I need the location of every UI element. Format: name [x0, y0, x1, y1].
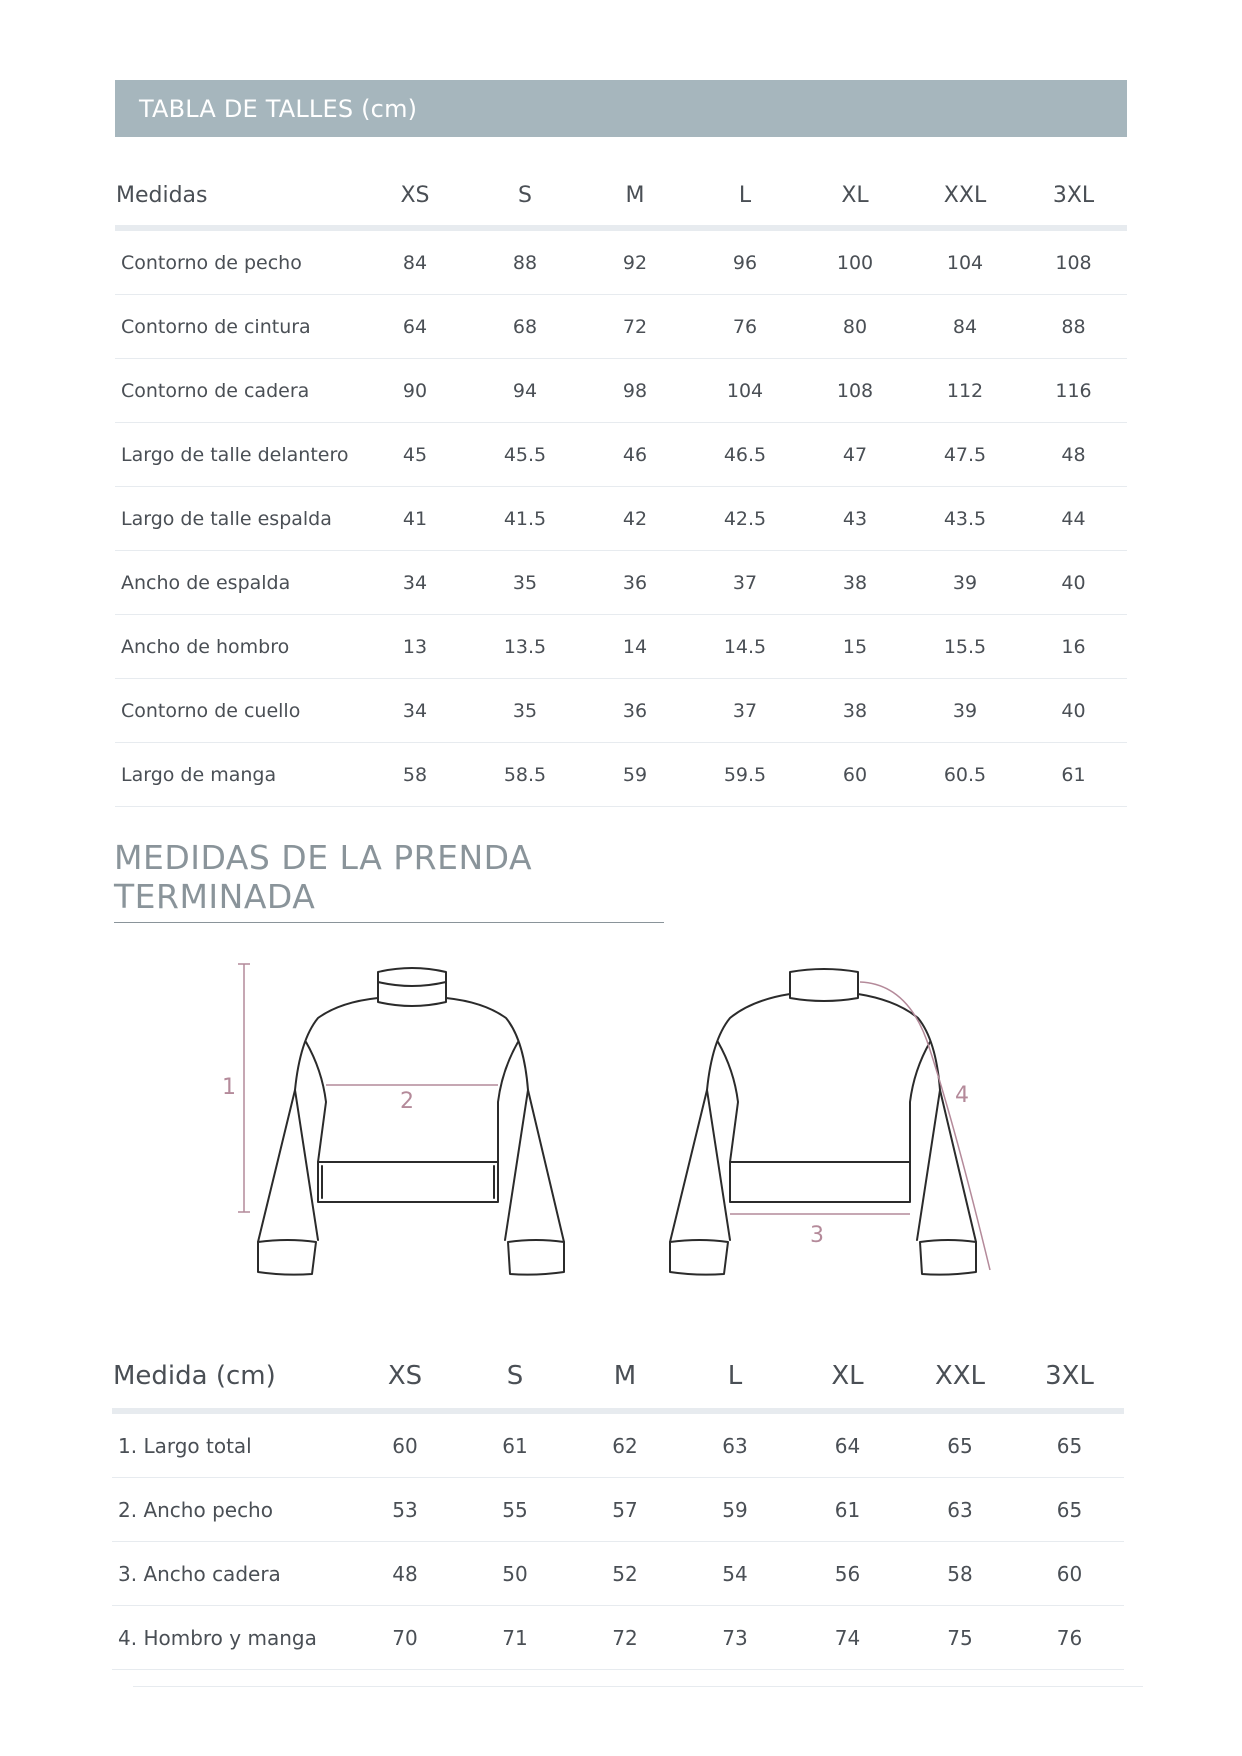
size-table-cell: 72 — [580, 295, 690, 359]
finished-table-cell: 76 — [1015, 1606, 1124, 1670]
measure-line-4 — [860, 982, 990, 1270]
size-table-cell: 39 — [910, 551, 1020, 615]
size-table-cell: 38 — [800, 551, 910, 615]
size-table-cell: 36 — [580, 551, 690, 615]
finished-table-row-label: 1. Largo total — [112, 1411, 350, 1478]
size-table-cell: 60.5 — [910, 743, 1020, 807]
finished-table-cell: 48 — [350, 1542, 460, 1606]
finished-table-row — [112, 1542, 1124, 1606]
finished-table-cell: 65 — [905, 1411, 1015, 1478]
size-table-cell: 116 — [1020, 359, 1127, 423]
finished-table-row-label: 3. Ancho cadera — [112, 1542, 350, 1606]
page-title: TABLA DE TALLES (cm) — [139, 94, 418, 123]
finished-table-row — [112, 1606, 1124, 1670]
size-table-cell: 112 — [910, 359, 1020, 423]
size-table-cell: 37 — [690, 551, 800, 615]
finished-table-cell: 65 — [1015, 1478, 1124, 1542]
size-table-cell: 68 — [470, 295, 580, 359]
size-table-cell: 96 — [690, 228, 800, 295]
size-table-cell: 40 — [1020, 679, 1127, 743]
finished-table-cell: 60 — [1015, 1542, 1124, 1606]
measure-label-1: 1 — [222, 1075, 236, 1100]
finished-table-row-label: 2. Ancho pecho — [112, 1478, 350, 1542]
size-table-row — [115, 551, 1127, 615]
size-table-cell: 58 — [360, 743, 470, 807]
size-table-cell: 41.5 — [470, 487, 580, 551]
size-table-cell: 64 — [360, 295, 470, 359]
size-table-row-label: Contorno de cuello — [115, 679, 360, 743]
size-table-cell: 13 — [360, 615, 470, 679]
size-table-row-label: Largo de talle espalda — [115, 487, 360, 551]
finished-table-cell: 63 — [905, 1478, 1015, 1542]
size-table-cell: 41 — [360, 487, 470, 551]
size-table-cell: 43 — [800, 487, 910, 551]
finished-table-header-size: 3XL — [1015, 1344, 1124, 1411]
finished-table-cell: 62 — [570, 1411, 680, 1478]
size-table-cell: 38 — [800, 679, 910, 743]
measure-label-4: 4 — [955, 1083, 969, 1108]
size-table-header-label: Medidas — [115, 166, 360, 228]
finished-table-header-size: XXL — [905, 1344, 1015, 1411]
finished-table-cell: 54 — [680, 1542, 790, 1606]
size-table-row — [115, 615, 1127, 679]
size-table-cell: 34 — [360, 679, 470, 743]
size-table-row-label: Ancho de espalda — [115, 551, 360, 615]
size-table-cell: 13.5 — [470, 615, 580, 679]
size-table-header-size: XXL — [910, 166, 1020, 228]
size-table-cell: 108 — [800, 359, 910, 423]
size-table-cell: 59.5 — [690, 743, 800, 807]
finished-table-header-size: XS — [350, 1344, 460, 1411]
size-table-cell: 45.5 — [470, 423, 580, 487]
size-table-cell: 104 — [910, 228, 1020, 295]
size-table-cell: 35 — [470, 551, 580, 615]
size-table-cell: 59 — [580, 743, 690, 807]
size-table-cell: 14 — [580, 615, 690, 679]
size-table-cell: 45 — [360, 423, 470, 487]
finished-table-cell: 59 — [680, 1478, 790, 1542]
size-table-header-size: XL — [800, 166, 910, 228]
finished-table-cell: 56 — [790, 1542, 905, 1606]
size-table-cell: 84 — [910, 295, 1020, 359]
measure-label-2: 2 — [400, 1089, 414, 1114]
finished-table-cell: 71 — [460, 1606, 570, 1670]
size-table-cell: 39 — [910, 679, 1020, 743]
footer-rule — [133, 1686, 1143, 1687]
size-table-cell: 94 — [470, 359, 580, 423]
size-table-cell: 76 — [690, 295, 800, 359]
size-table-cell: 16 — [1020, 615, 1127, 679]
front-view-sweater — [258, 968, 564, 1275]
size-table-row — [115, 679, 1127, 743]
finished-table-cell: 63 — [680, 1411, 790, 1478]
finished-table-cell: 73 — [680, 1606, 790, 1670]
size-table-cell: 100 — [800, 228, 910, 295]
finished-table-cell: 53 — [350, 1478, 460, 1542]
size-table-cell: 37 — [690, 679, 800, 743]
finished-table-cell: 74 — [790, 1606, 905, 1670]
size-table-row — [115, 487, 1127, 551]
size-table-row-label: Contorno de cadera — [115, 359, 360, 423]
finished-table-cell: 61 — [460, 1411, 570, 1478]
finished-table-header-size: S — [460, 1344, 570, 1411]
size-table-row — [115, 228, 1127, 295]
size-table-cell: 98 — [580, 359, 690, 423]
size-table-cell: 47 — [800, 423, 910, 487]
size-table-cell: 60 — [800, 743, 910, 807]
size-table-cell: 34 — [360, 551, 470, 615]
header-bar — [115, 80, 1127, 137]
size-table-row-label: Ancho de hombro — [115, 615, 360, 679]
size-table-row — [115, 295, 1127, 359]
finished-table-cell: 57 — [570, 1478, 680, 1542]
size-table-row-label: Largo de talle delantero — [115, 423, 360, 487]
size-table-cell: 42.5 — [690, 487, 800, 551]
size-table-cell: 35 — [470, 679, 580, 743]
size-table-cell: 84 — [360, 228, 470, 295]
finished-table-row — [112, 1411, 1124, 1478]
finished-table-body — [112, 1411, 1124, 1670]
size-table-cell: 92 — [580, 228, 690, 295]
finished-table-row-label: 4. Hombro y manga — [112, 1606, 350, 1670]
size-table-cell: 88 — [1020, 295, 1127, 359]
size-table-row-label: Contorno de pecho — [115, 228, 360, 295]
size-table-cell: 43.5 — [910, 487, 1020, 551]
finished-table — [112, 1344, 1124, 1670]
finished-table-header-size: XL — [790, 1344, 905, 1411]
finished-table-cell: 60 — [350, 1411, 460, 1478]
finished-table-cell: 64 — [790, 1411, 905, 1478]
size-table-cell: 46 — [580, 423, 690, 487]
finished-table-cell: 75 — [905, 1606, 1015, 1670]
finished-table-cell: 72 — [570, 1606, 680, 1670]
size-table-cell: 90 — [360, 359, 470, 423]
size-table-row-label: Largo de manga — [115, 743, 360, 807]
size-table-header-size: XS — [360, 166, 470, 228]
finished-table-header-size: M — [570, 1344, 680, 1411]
finished-table-header-size: L — [680, 1344, 790, 1411]
size-table-header-size: L — [690, 166, 800, 228]
finished-table-cell: 61 — [790, 1478, 905, 1542]
size-table-header-size: S — [470, 166, 580, 228]
finished-table-cell: 55 — [460, 1478, 570, 1542]
measure-line-1 — [238, 964, 250, 1212]
size-table-cell: 48 — [1020, 423, 1127, 487]
size-table-cell: 15.5 — [910, 615, 1020, 679]
finished-table-header-label: Medida (cm) — [112, 1344, 350, 1411]
size-table-header — [115, 166, 1127, 228]
size-table-header-size: 3XL — [1020, 166, 1127, 228]
size-table-cell: 47.5 — [910, 423, 1020, 487]
size-table-row — [115, 359, 1127, 423]
size-table-cell: 42 — [580, 487, 690, 551]
size-table-cell: 36 — [580, 679, 690, 743]
size-table-cell: 15 — [800, 615, 910, 679]
size-table-row — [115, 423, 1127, 487]
section-title: MEDIDAS DE LA PRENDA TERMINADA — [114, 838, 664, 923]
size-table-row — [115, 743, 1127, 807]
size-table — [115, 166, 1127, 807]
finished-table-header — [112, 1344, 1124, 1411]
finished-table-cell: 70 — [350, 1606, 460, 1670]
size-table-cell: 44 — [1020, 487, 1127, 551]
measure-label-3: 3 — [810, 1223, 824, 1248]
size-table-row-label: Contorno de cintura — [115, 295, 360, 359]
size-table-cell: 80 — [800, 295, 910, 359]
finished-table-cell: 52 — [570, 1542, 680, 1606]
finished-table-row — [112, 1478, 1124, 1542]
size-table-cell: 61 — [1020, 743, 1127, 807]
size-table-cell: 46.5 — [690, 423, 800, 487]
size-table-cell: 14.5 — [690, 615, 800, 679]
size-table-cell: 88 — [470, 228, 580, 295]
size-table-cell: 108 — [1020, 228, 1127, 295]
size-table-cell: 40 — [1020, 551, 1127, 615]
finished-table-cell: 65 — [1015, 1411, 1124, 1478]
finished-table-cell: 58 — [905, 1542, 1015, 1606]
size-table-cell: 104 — [690, 359, 800, 423]
size-table-body — [115, 228, 1127, 807]
size-table-header-size: M — [580, 166, 690, 228]
finished-table-cell: 50 — [460, 1542, 570, 1606]
size-table-cell: 58.5 — [470, 743, 580, 807]
garment-diagram — [0, 940, 1242, 1300]
